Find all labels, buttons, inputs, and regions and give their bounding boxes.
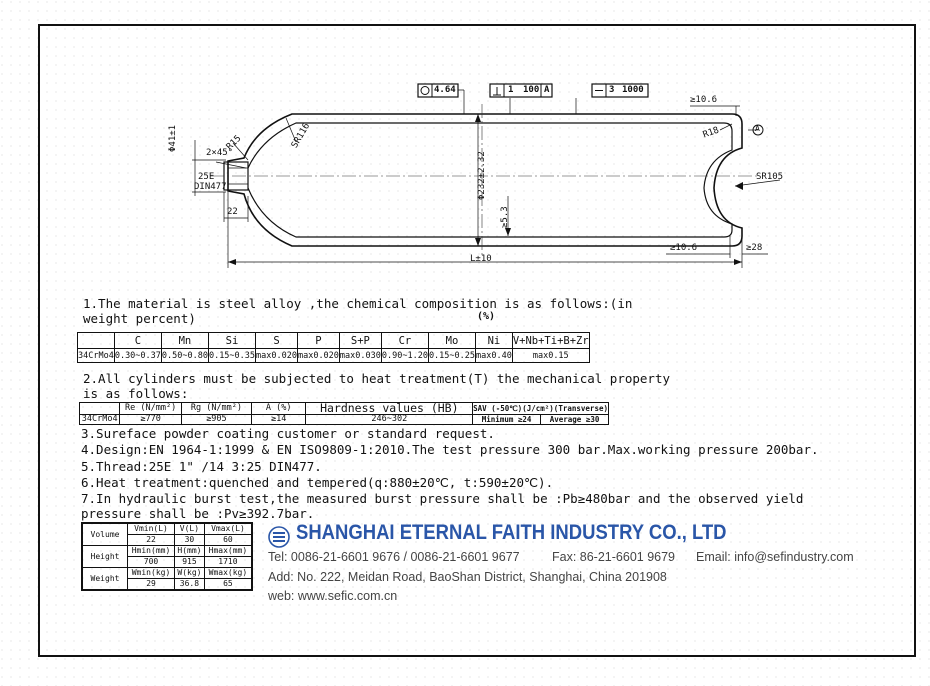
dim-thread-std-label: DIN477 bbox=[194, 182, 227, 192]
chemical-composition-table bbox=[77, 332, 590, 363]
height-label: Height bbox=[82, 546, 128, 568]
chem-cell: max0.020 bbox=[256, 350, 297, 361]
chem-header: Ni bbox=[476, 333, 513, 349]
weight-val: 65 bbox=[204, 579, 252, 591]
tol-flat-value-b: 1000 bbox=[622, 85, 644, 95]
chem-cell: max0.40 bbox=[476, 350, 512, 361]
dim-neck-dia-label: Φ41±1 bbox=[168, 124, 178, 152]
mech-sav-min: Minimum ≥24 bbox=[473, 415, 541, 425]
dim-thread-label: 25E bbox=[198, 172, 215, 182]
note-5: 5.Thread:25E 1" /14 3:25 DIN477. bbox=[81, 459, 322, 474]
chem-cell: 0.15~0.25 bbox=[428, 350, 475, 361]
chem-header: Cr bbox=[381, 333, 428, 349]
height-val: 1710 bbox=[204, 557, 252, 568]
dim-r15-label: R15 bbox=[224, 133, 244, 153]
mech-cell: ≥905 bbox=[181, 415, 251, 425]
vol-val: 22 bbox=[128, 535, 175, 546]
chem-header: S bbox=[256, 333, 298, 349]
vol-head: V(L) bbox=[175, 523, 205, 535]
tol-perp-datum: A bbox=[544, 85, 550, 95]
cylinder-inner-contour bbox=[248, 123, 732, 237]
note-3: 3.Sureface powder coating customer or standard request. bbox=[81, 426, 495, 441]
height-val: 700 bbox=[128, 557, 175, 568]
note-7-line-2: pressure shall be :Pv≥392.7bar. bbox=[81, 506, 315, 521]
note-7-line-1: 7.In hydraulic burst test,the measured burst pressure shall be :Pb≥480bar and the observed yield bbox=[81, 491, 804, 506]
chem-header: Si bbox=[208, 333, 255, 349]
dim-28-label: ≥28 bbox=[746, 243, 763, 253]
tol-perp-value-b: 100 bbox=[523, 85, 540, 95]
vol-head: Vmin(L) bbox=[128, 523, 175, 535]
chem-header: Mo bbox=[428, 333, 475, 349]
weight-head: Wmax(kg) bbox=[204, 568, 252, 579]
vol-val: 30 bbox=[175, 535, 205, 546]
note-1-line-2: weight percent) bbox=[83, 311, 196, 326]
chem-cell: 34CrMo4 bbox=[78, 350, 114, 361]
chem-header: V+Nb+Ti+B+Zr bbox=[512, 334, 589, 347]
note-6: 6.Heat treatment:quenched and tempered(q:880±20℃, t:590±20℃). bbox=[81, 475, 554, 490]
company-tel: Tel: 0086-21-6601 9676 / 0086-21-6601 9677 bbox=[268, 550, 520, 564]
vol-val: 60 bbox=[204, 535, 252, 546]
dim-sr116-label: SR116 bbox=[290, 121, 313, 150]
dim-chamfer-label: 2×45° bbox=[206, 148, 234, 158]
note-2-line-1: 2.All cylinders must be subjected to heat treatment(T) the mechanical property bbox=[83, 371, 670, 386]
tol-roundness-value: 4.64 bbox=[434, 85, 456, 95]
height-head: Hmin(mm) bbox=[128, 546, 175, 557]
height-head: Hmax(mm) bbox=[204, 546, 252, 557]
weight-head: Wmin(kg) bbox=[128, 568, 175, 579]
dim-length-label: L±10 bbox=[470, 254, 492, 264]
note-2-line-2: is as follows: bbox=[83, 386, 189, 401]
dim-r18-label: R18 bbox=[701, 125, 721, 141]
mech-sav-avg: Average ≥30 bbox=[541, 415, 609, 425]
company-web: web: www.sefic.com.cn bbox=[268, 589, 398, 603]
mech-cell: ≥14 bbox=[251, 415, 305, 425]
company-email: Email: info@sefindustry.com bbox=[696, 550, 854, 564]
mech-header: Rg (N/mm²) bbox=[181, 403, 251, 415]
company-address: Add: No. 222, Meidan Road, BaoShan District, Shanghai, China 201908 bbox=[268, 570, 667, 584]
chem-cell: 0.90~1.20 bbox=[381, 350, 428, 361]
volume-label: Volume bbox=[82, 523, 128, 546]
chem-header: P bbox=[297, 333, 339, 349]
chem-header bbox=[78, 333, 115, 349]
company-name: SHANGHAI ETERNAL FAITH INDUSTRY CO., LTD bbox=[296, 521, 727, 544]
dim-sr105-label: SR105 bbox=[756, 172, 784, 182]
mech-cell: 246~302 bbox=[306, 415, 473, 425]
chem-cell: max0.020 bbox=[297, 350, 339, 361]
volume-height-weight-table bbox=[81, 522, 253, 591]
mech-header: Hardness values (HB) bbox=[306, 403, 473, 415]
mech-cell: ≥770 bbox=[120, 415, 181, 425]
dim-22-label: 22 bbox=[227, 207, 238, 217]
dim-bottom-wall-label: ≥10.6 bbox=[670, 243, 698, 253]
note-4: 4.Design:EN 1964-1:1999 & EN ISO9809-1:2010.The test pressure 300 bar.Max.working pressure 200bar. bbox=[81, 442, 819, 457]
mech-header: Re (N/mm²) bbox=[120, 403, 181, 415]
mech-header bbox=[80, 403, 120, 415]
datum-a-label: A bbox=[755, 124, 760, 133]
cylinder-drawing bbox=[0, 0, 930, 300]
chem-header: Mn bbox=[161, 333, 208, 349]
weight-val: 36.8 bbox=[175, 579, 205, 591]
tol-perp-value-a: 1 bbox=[508, 85, 514, 95]
chem-cell: 0.50~0.80 bbox=[161, 350, 208, 361]
chem-cell: max0.030 bbox=[339, 350, 381, 361]
company-logo-icon bbox=[268, 526, 290, 548]
mech-header: A (%) bbox=[251, 403, 305, 415]
vol-head: Vmax(L) bbox=[204, 523, 252, 535]
note-1-line-1: 1.The material is steel alloy ,the chemical composition is as follows:(in bbox=[83, 296, 633, 311]
company-fax: Fax: 86-21-6601 9679 bbox=[552, 550, 676, 564]
mechanical-property-table bbox=[79, 402, 609, 425]
chem-cell: max0.15 bbox=[512, 349, 589, 363]
height-val: 915 bbox=[175, 557, 205, 568]
mech-header: SAV (-50℃)(J/cm²)(Transverse) bbox=[473, 404, 608, 413]
dim-dia232-label: Φ232±2.32 bbox=[477, 151, 487, 200]
chem-cell: 0.15~0.35 bbox=[208, 350, 256, 361]
note-1-unit: (%) bbox=[477, 311, 496, 322]
tol-flat-value-a: 3 bbox=[609, 85, 615, 95]
mech-cell: 34CrMo4 bbox=[80, 415, 120, 425]
chem-cell: 0.30~0.37 bbox=[114, 350, 161, 361]
weight-val: 29 bbox=[128, 579, 175, 591]
weight-head: W(kg) bbox=[175, 568, 205, 579]
dim-wall-label: ≥5.3 bbox=[500, 206, 510, 228]
chem-header: S+P bbox=[339, 333, 381, 349]
weight-label: Weight bbox=[82, 568, 128, 591]
chem-header: C bbox=[114, 333, 161, 349]
height-head: H(mm) bbox=[175, 546, 205, 557]
dim-top-wall-label: ≥10.6 bbox=[690, 95, 718, 105]
